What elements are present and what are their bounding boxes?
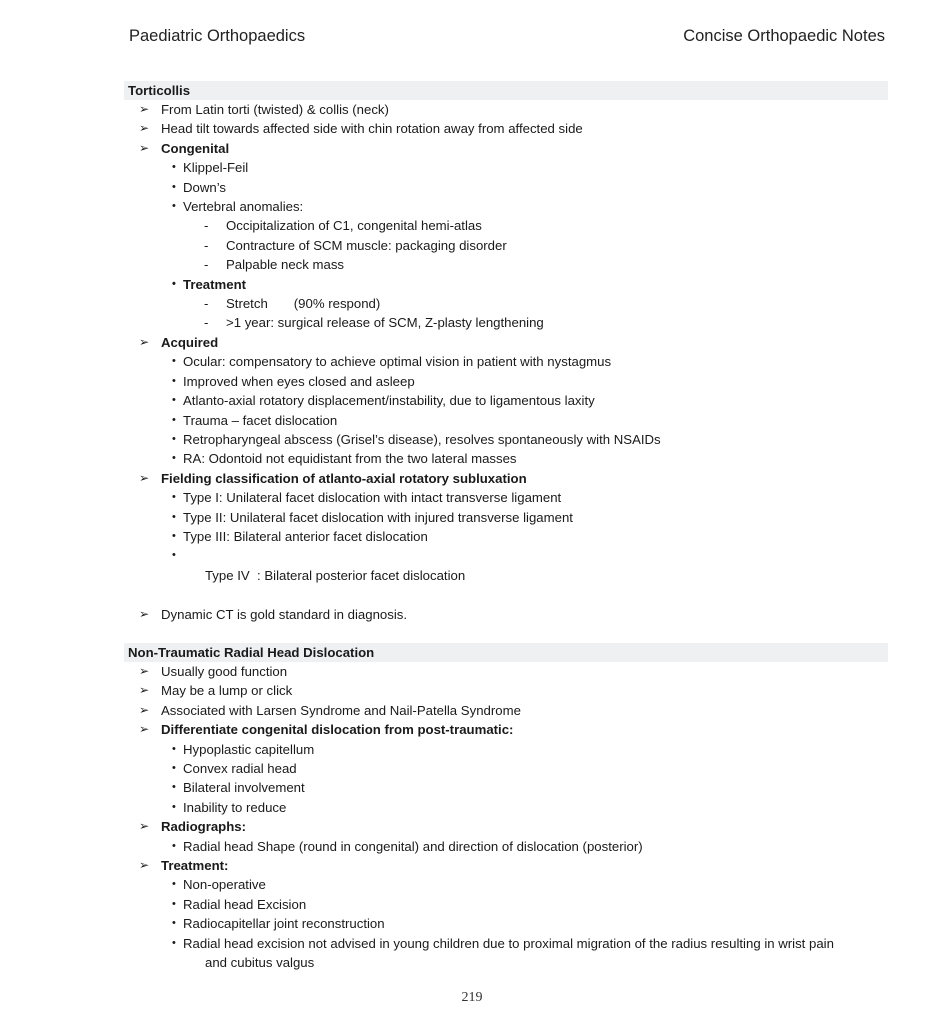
list-item: • Atlanto-axial rotatory displacement/instability, due to ligamentous laxity: [124, 391, 888, 410]
dash-icon: -: [204, 237, 209, 253]
page-content: [124, 81, 888, 972]
list-item: ➢ Dynamic CT is gold standard in diagnosis.: [124, 605, 888, 624]
bullet-icon: •: [172, 413, 176, 426]
bullet-icon: •: [172, 839, 176, 852]
list-item: • Radial head Excision: [124, 895, 888, 914]
arrow-bullet-icon: ➢: [139, 102, 150, 116]
list-item: • Radial head excision not advised in young children due to proximal migration of the radius resulting in wrist pain and cubitus valgus: [124, 934, 888, 973]
list-item: • Bilateral involvement: [124, 778, 888, 797]
list-item: ➢ Head tilt towards affected side with chin rotation away from affected side: [124, 119, 888, 138]
list-item: - Stretch (90% respond): [124, 294, 888, 313]
bullet-icon: •: [172, 452, 176, 465]
subheading-fielding-classification: ➢ Fielding classification of atlanto-axial rotatory subluxation: [124, 469, 888, 488]
section-radial-head-dislocation: [124, 643, 888, 973]
page-number: 219: [461, 990, 483, 1005]
list-item: • Type I: Unilateral facet dislocation with intact transverse ligament: [124, 488, 888, 507]
list-item: ➢ May be a lump or click: [124, 681, 888, 700]
list-item-continuation: and cubitus valgus: [205, 955, 315, 971]
bullet-icon: •: [172, 897, 176, 910]
bullet-icon: •: [172, 180, 176, 193]
arrow-bullet-icon: ➢: [139, 722, 150, 737]
subheading-congenital: ➢ Congenital: [124, 139, 888, 158]
bullet-icon: •: [172, 917, 176, 930]
list-item: • Retropharyngeal abscess (Grisel’s disease), resolves spontaneously with NSAIDs: [124, 430, 888, 449]
list-item: • Vertebral anomalies:: [124, 197, 888, 216]
bullet-icon: •: [172, 936, 176, 949]
dash-icon: -: [204, 218, 209, 234]
section-title-radial-head-dislocation: Non-Traumatic Radial Head Dislocation: [124, 643, 888, 662]
bullet-icon: •: [172, 800, 176, 813]
subheading-treatment: ➢ Treatment:: [124, 856, 888, 875]
bullet-icon: •: [172, 277, 176, 290]
list-item: ➢ From Latin torti (twisted) & collis (neck): [124, 100, 888, 119]
list-item: • RA: Odontoid not equidistant from the two lateral masses: [124, 449, 888, 468]
arrow-bullet-icon: ➢: [139, 334, 150, 349]
list-item: • Radiocapitellar joint reconstruction: [124, 914, 888, 933]
bullet-icon: •: [172, 432, 176, 445]
header-book-title: Concise Orthopaedic Notes: [683, 27, 885, 45]
list-item: • Convex radial head: [124, 759, 888, 778]
bullet-icon: •: [172, 549, 176, 562]
arrow-bullet-icon: ➢: [139, 663, 150, 678]
list-item: • Trauma – facet dislocation: [124, 411, 888, 430]
arrow-bullet-icon: ➢: [139, 140, 150, 155]
subheading-differentiate: ➢ Differentiate congenital dislocation from post-traumatic:: [124, 720, 888, 739]
section-torticollis: [124, 81, 888, 624]
dash-icon: -: [204, 315, 209, 331]
list-item: - Occipitalization of C1, congenital hemi-atlas: [124, 216, 888, 235]
running-header: [129, 0, 885, 49]
arrow-bullet-icon: ➢: [139, 819, 150, 834]
list-item: - Palpable neck mass: [124, 255, 888, 274]
bullet-icon: •: [172, 781, 176, 794]
bullet-icon: •: [172, 762, 176, 774]
bullet-icon: •: [172, 529, 176, 542]
arrow-bullet-icon: ➢: [139, 606, 150, 621]
arrow-bullet-icon: ➢: [139, 683, 150, 698]
header-chapter-title: Paediatric Orthopaedics: [129, 27, 306, 45]
bullet-icon: •: [172, 355, 176, 368]
bullet-icon: •: [172, 510, 176, 523]
list-item: • Non-operative: [124, 875, 888, 894]
list-item: • Inability to reduce: [124, 798, 888, 817]
list-item: • Klippel-Feil: [124, 158, 888, 177]
list-item: ➢ Associated with Larsen Syndrome and Nail-Patella Syndrome: [124, 701, 888, 720]
arrow-bullet-icon: ➢: [139, 702, 150, 717]
list-item: • Type III: Bilateral anterior facet dislocation: [124, 527, 888, 546]
list-item: • Type II: Unilateral facet dislocation with injured transverse ligament: [124, 508, 888, 527]
dash-icon: -: [204, 257, 209, 273]
arrow-bullet-icon: ➢: [139, 858, 150, 873]
list-item: • Down’s: [124, 178, 888, 197]
section-title-torticollis: Torticollis: [124, 81, 888, 100]
arrow-bullet-icon: ➢: [139, 121, 150, 136]
subheading-treatment: • Treatment: [124, 275, 888, 294]
bullet-icon: •: [172, 394, 176, 407]
arrow-bullet-icon: ➢: [139, 470, 150, 485]
list-item: • Radial head Shape (round in congenital) and direction of dislocation (posterior): [124, 837, 888, 856]
list-item: - >1 year: surgical release of SCM, Z-plasty lengthening: [124, 313, 888, 332]
dash-icon: -: [204, 296, 209, 312]
bullet-icon: •: [172, 200, 176, 213]
list-item: • Hypoplastic capitellum: [124, 740, 888, 759]
list-item: • Improved when eyes closed and asleep: [124, 372, 888, 391]
list-item: • Ocular: compensatory to achieve optimal vision in patient with nystagmus: [124, 352, 888, 371]
subheading-radiographs: ➢ Radiographs:: [124, 817, 888, 836]
bullet-icon: •: [172, 742, 176, 755]
bullet-icon: •: [172, 161, 176, 174]
bullet-icon: •: [172, 491, 176, 504]
subheading-acquired: ➢ Acquired: [124, 333, 888, 352]
bullet-icon: •: [172, 374, 176, 387]
list-item: - Contracture of SCM muscle: packaging disorder: [124, 236, 888, 255]
bullet-icon: •: [172, 878, 176, 891]
list-item: • Type IV : Bilateral posterior facet dislocation: [124, 546, 888, 604]
list-item: ➢ Usually good function: [124, 662, 888, 681]
